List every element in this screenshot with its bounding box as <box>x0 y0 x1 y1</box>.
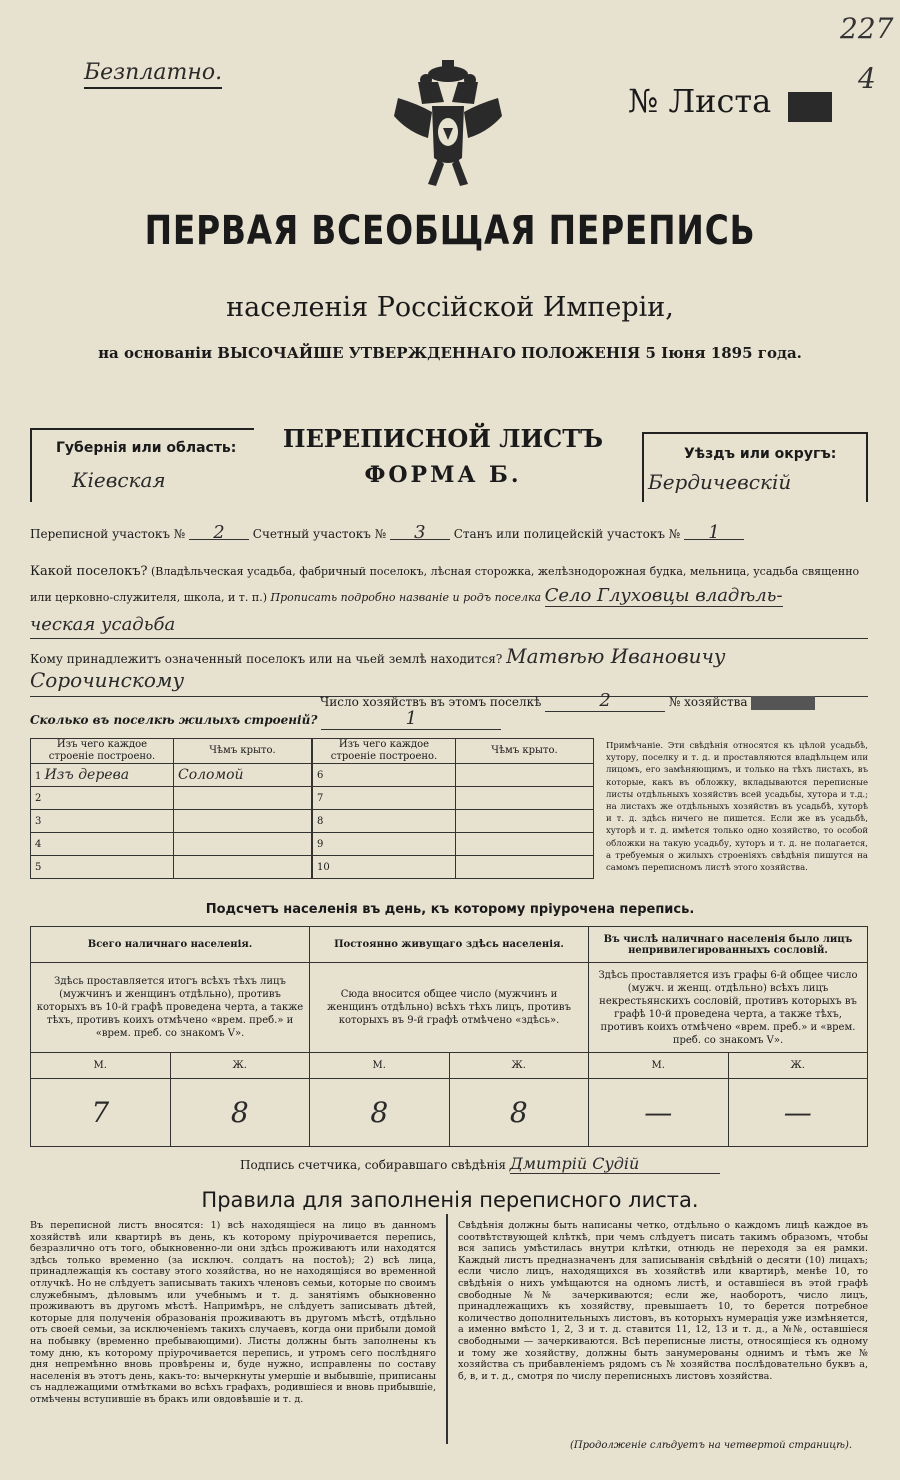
census-area-value: 2 <box>189 526 249 540</box>
census-area-label: Переписной участокъ № <box>30 527 186 541</box>
subtitle: населенія Россійской Имперіи, <box>226 292 674 323</box>
buildings-row <box>30 708 590 730</box>
settlement-instr: Прописать подробно названіе и родъ поселка <box>270 591 542 604</box>
rules-continued: (Продолженіе слѣдуетъ на четвертой страницѣ). <box>570 1440 853 1451</box>
sheet-no-value <box>788 92 832 122</box>
province-label: Губернія или область: <box>56 440 237 456</box>
col-material-head-2: Изъ чего каждое строеніе построено. <box>313 739 456 764</box>
population-title: Подсчетъ населенія въ день, къ которому пріурочена перепись. <box>205 902 695 917</box>
col3-text: Здѣсь проставляется изъ графы 6-й общее число (мужч. и женщ. отдѣльно) всѣхъ лицъ некрестьянскихъ сословій, противъ которыхъ въ графѣ 10-й проведена черта, а также тѣхъ, противъ коихъ отмѣчено «врем. преб.» и «врем. преб. со знакомъ V». <box>589 963 868 1053</box>
m-label: М. <box>31 1053 171 1079</box>
settlement-label: Какой поселокъ? <box>30 564 148 579</box>
col-material-head: Изъ чего каждое строеніе построено. <box>31 739 174 764</box>
main-title: ПЕРВАЯ ВСЕОБЩАЯ ПЕРЕПИСЬ <box>144 208 756 254</box>
table-row: 4 <box>31 833 174 856</box>
col3-head: Въ числѣ наличнаго населенія было лицъ непривилегированныхъ сословій. <box>589 927 868 963</box>
basis-line: на основаніи ВЫСОЧАЙШЕ УТВЕРЖДЕННАГО ПОЛОЖЕНІЯ 5 Іюня 1895 года. <box>98 344 802 362</box>
signature-label: Подпись счетчика, собиравшаго свѣдѣнія <box>240 1158 506 1172</box>
stan-value: 1 <box>684 526 744 540</box>
table-row: 2 <box>31 787 174 810</box>
count-area-value: 3 <box>390 526 450 540</box>
col-roof-head-2: Чѣмъ крыто. <box>456 739 594 764</box>
corner-stamp: 4 <box>858 62 876 95</box>
table-row: 8 <box>313 810 456 833</box>
province-box <box>30 428 254 502</box>
col1-head: Всего наличнаго населенія. <box>31 927 310 963</box>
buildings-note: Примѣчаніе. Эти свѣдѣнія относятся къ цѣлой усадьбѣ, хутору, поселку и т. д. и проставляются владѣльцем или лицомъ, его замѣняющимъ, и только на тѣхъ листахъ, въ которые, какъ въ обложку, вкладываются переписные листы отдѣльныхъ хозяйствъ всей усадьбы, хутора и т.д.; на листахъ же отдѣльныхъ хозяйствъ въ усадьбѣ, хуторѣ и т. д. здѣсь ничего не пишется. Если же въ усадьбѣ, хуторѣ и т. д. имѣется только одно хозяйство, то особой обложки на такую усадьбу, хуторъ и т. д. не полагается, а требуемыя о жилыхъ строеніяхъ свѣдѣнія пишутся на самомъ переписномъ листѣ этого хозяйства. <box>606 741 868 874</box>
household-no-redacted <box>751 696 815 710</box>
value-cell: — <box>728 1079 868 1147</box>
stan-label: Станъ или полицейскій участокъ № <box>453 527 681 541</box>
count-area-label: Счетный участокъ № <box>252 527 387 541</box>
rules-left: Въ переписной листъ вносятся: 1) всѣ находящіеся на лицо въ данномъ хозяйствѣ или квартирѣ въ день, къ которому пріурочивается перепись, безразлично отъ того, обыкновенно-ли они здѣсь проживаютъ или находятся здѣсь только временно (за исключ. солдатъ на постоѣ); 2) всѣ лица, принадлежащія къ составу этого хозяйства, но не находящіяся во временной отлучкѣ. Но не слѣдуетъ записывать такихъ членовъ семьи, которые по своимъ служебнымъ, дѣловымъ или учебнымъ и т. д. занятіямъ обыкновенно проживаютъ въ другомъ мѣстѣ. Напримѣръ, не слѣдуетъ записывать дѣтей, которые для полученія образованія проживаютъ въ другомъ мѣстѣ, отдѣльно отъ своей семьи, за исключеніемъ такихъ случаевъ, когда они прибыли домой на побывку (временно пребывающими). Листы должны быть заполнены къ тому дню, къ которому пріурочивается перепись, и утромъ сего послѣдняго дня непремѣнно вновь провѣрены и, буде нужно, исправлены по составу населенія въ этотъ день, какъ-то: вычеркнуты умершіе и выбывшіе, приписаны съ надлежащими отмѣтками во всѣхъ графахъ, родившіеся и вновь прибывшіе, отмѣчены вступившіе въ бракъ или овдовѣвшіе и т. д. <box>30 1220 436 1405</box>
col2-text: Сюда вносится общее число (мужчинъ и женщинъ отдѣльно) всѣхъ тѣхъ лицъ, противъ которыхъ въ 9-й графѣ отмѣчено «здѣсь». <box>310 963 589 1053</box>
owner-value-1: Матвѣю Ивановичу <box>506 644 726 668</box>
owner-label: Кому принадлежитъ означенный поселокъ или на чьей землѣ находится? <box>30 652 503 666</box>
corner-number: 227 <box>840 12 894 45</box>
value-cell: 8 <box>449 1079 589 1147</box>
signature-row <box>240 1154 720 1174</box>
signature-value: Дмитрій Судій <box>510 1154 720 1174</box>
f-label: Ж. <box>449 1053 589 1079</box>
form-sub: ФОРМА Б. <box>364 462 522 488</box>
sheet-no-label: № Листа <box>628 82 772 120</box>
settlement-value-1: Село Глуховцы владѣль- <box>544 585 783 606</box>
coat-of-arms-icon <box>388 58 508 198</box>
m-label: М. <box>310 1053 450 1079</box>
household-no-label: № хозяйства <box>668 695 748 709</box>
owner-row <box>30 644 868 668</box>
col1-text: Здѣсь проставляется итогъ всѣхъ тѣхъ лицъ (мужчинъ и женщинъ отдѣльно), противъ которыхъ въ 10-й графѣ проведена черта, а также тѣхъ, противъ коихъ отмѣчено «врем. преб.» и «врем. преб. со знакомъ V». <box>31 963 310 1053</box>
rules-divider <box>446 1214 448 1444</box>
province-value: Кіевская <box>72 468 166 492</box>
buildings-value: 1 <box>321 708 501 730</box>
households-label: Число хозяйствъ въ этомъ поселкѣ <box>320 695 542 709</box>
settlement-row <box>30 560 868 610</box>
buildings-table-right <box>312 738 594 879</box>
table-row: 6 <box>313 764 456 787</box>
district-value: Бердичевскій <box>648 470 792 494</box>
rules-right: Свѣдѣнія должны быть написаны четко, отдѣльно о каждомъ лицѣ каждое въ соотвѣтствующей клѣткѣ, при чемъ слѣдуетъ писать такимъ образомъ, чтобы вся запись умѣстилась внутри клѣтки, отнюдь не переходя за ея рамки. Каждый листъ предназначенъ для записыванія свѣдѣній о десяти (10) лицахъ; если число лицъ, находящихся въ хозяйствѣ или квартирѣ, менѣе 10, то свѣдѣнія о нихъ умѣщаются на одномъ листѣ, и оставшіеся въ этой графѣ свободные №№ зачеркиваются; если же, наоборотъ, число лицъ, принадлежащихъ къ хозяйству, превышаетъ 10, то берется потребное количество дополнительныхъ листовъ, въ которыхъ нумерація уже измѣняется, а именно вмѣсто 1, 2, 3 и т. д. ставится 11, 12, 13 и т. д., а №№, оставшіеся свободными — зачеркиваются. Всѣ переписные листы, относящіеся къ одному и тому же хозяйству, должны быть занумерованы однимъ и тѣмъ же № хозяйства съ прибавленіемъ рядомъ съ № хозяйства послѣдовательно буквъ а, б, в, и т. д., смотря по числу переписныхъ листовъ хозяйства. <box>458 1220 868 1382</box>
col-roof-head: Чѣмъ крыто. <box>174 739 312 764</box>
value-cell: 7 <box>31 1079 171 1147</box>
table-row: 1 Изъ дерева <box>31 764 174 787</box>
table-row: 7 <box>313 787 456 810</box>
table-cell: Соломой <box>174 764 312 787</box>
table-row: 9 <box>313 833 456 856</box>
owner-value-2: Сорочинскому <box>30 668 868 697</box>
value-cell: 8 <box>310 1079 450 1147</box>
table-row: 5 <box>31 856 174 879</box>
f-label: Ж. <box>728 1053 868 1079</box>
table-row: 3 <box>31 810 174 833</box>
value-cell: — <box>589 1079 729 1147</box>
form-title: ПЕРЕПИСНОЙ ЛИСТЪ <box>282 424 604 453</box>
value-cell: 8 <box>170 1079 310 1147</box>
census-area-row <box>30 522 870 543</box>
settlement-hint: (Владѣльческая усадьба, фабричный поселокъ, лѣсная сторожка, желѣзнодорожная будка, мельница, усадьба священно или церковно-служителя, школа, и т. п.) <box>30 565 860 604</box>
households-value: 2 <box>545 690 665 712</box>
col2-head: Постоянно живущаго здѣсь населенія. <box>310 927 589 963</box>
buildings-label: Сколько въ поселкѣ жилыхъ строеній? <box>30 713 318 727</box>
buildings-table-left <box>30 738 312 879</box>
population-table <box>30 926 868 1147</box>
settlement-value-2: ческая усадьба <box>30 614 868 639</box>
district-label: Уѣздъ или округъ: <box>684 446 837 462</box>
rules-title: Правила для заполненія переписного листа. <box>201 1188 699 1212</box>
m-label: М. <box>589 1053 729 1079</box>
district-box <box>642 432 868 502</box>
f-label: Ж. <box>170 1053 310 1079</box>
table-row: 10 <box>313 856 456 879</box>
free-label: Безплатно. <box>84 60 222 89</box>
